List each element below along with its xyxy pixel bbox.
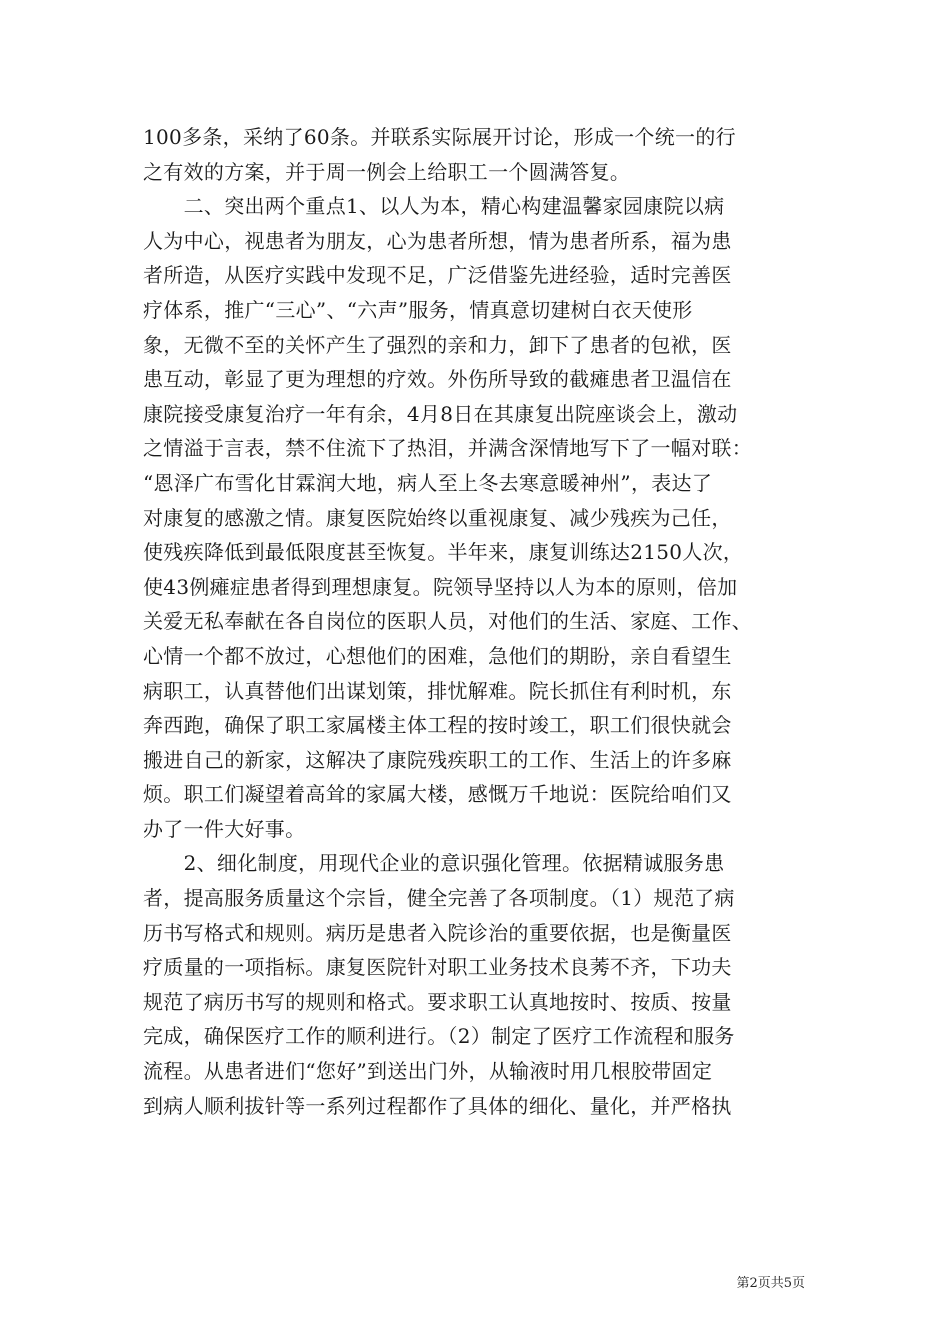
text-line: 规范了病历书写的规则和格式。要求职工认真地按时、按质、按量	[143, 989, 732, 1014]
text-line: 二、突出两个重点1、以人为本，精心构建温馨家园康院以病	[143, 194, 725, 219]
text-line: 心情一个都不放过，心想他们的困难，急他们的期盼，亲自看望生	[143, 643, 732, 668]
text-line: 者，提高服务质量这个宗旨，健全完善了各项制度。（1）规范了病	[143, 886, 735, 911]
text-line: 关爱无私奉献在各自岗位的医职人员，对他们的生活、家庭、工作、	[143, 609, 752, 634]
text-line: 完成，确保医疗工作的顺利进行。（2）制定了医疗工作流程和服务	[143, 1024, 735, 1049]
text-line: 到病人顺利拔针等一系列过程都作了具体的细化、量化，并严格执	[143, 1093, 732, 1118]
text-line: 疗体系，推广“三心”、“六声”服务，情真意切建树白衣天使形	[143, 297, 693, 322]
text-line: 之有效的方案，并于周一例会上给职工一个圆满答复。	[143, 159, 631, 184]
text-line: 100多条，采纳了60条。并联系实际展开讨论，形成一个统一的行	[143, 125, 736, 149]
text-line: 者所造，从医疗实践中发现不足，广泛借鉴先进经验，适时完善医	[143, 263, 732, 288]
text-line: 流程。从患者进们“您好”到送出门外，从输液时用几根胶带固定	[143, 1059, 713, 1084]
text-line: 使残疾降低到最低限度甚至恢复。半年来，康复训练达2150人次，	[143, 540, 744, 565]
text-line: 人为中心，视患者为朋友，心为患者所想，情为患者所系，福为患	[143, 228, 732, 253]
text-line: 办了一件大好事。	[143, 816, 306, 841]
text-line: 历书写格式和规则。病历是患者入院诊治的重要依据，也是衡量医	[143, 920, 732, 945]
text-line: 烦。职工们凝望着高耸的家属大楼，感慨万千地说：医院给咱们又	[143, 782, 732, 807]
text-line: 病职工，认真替他们出谋划策，排忧解难。院长抓住有利时机，东	[143, 678, 732, 703]
text-line: 奔西跑，确保了职工家属楼主体工程的按时竣工，职工们很快就会	[143, 713, 732, 738]
body-text	[143, 120, 813, 1123]
text-line: 搬进自己的新家，这解决了康院残疾职工的工作、生活上的许多麻	[143, 747, 732, 772]
text-line: 象，无微不至的关怀产生了强烈的亲和力，卸下了患者的包袱，医	[143, 332, 732, 357]
text-line: 使43例瘫症患者得到理想康复。院领导坚持以人为本的原则，倍加	[143, 574, 738, 599]
text-line: 疗质量的一项指标。康复医院针对职工业务技术良莠不齐，下功夫	[143, 955, 732, 980]
text-line: 对康复的感激之情。康复医院始终以重视康复、减少残疾为己任，	[143, 505, 732, 530]
page-number-footer: 第2页共5页	[736, 1276, 805, 1291]
text-line: 患互动，彰显了更为理想的疗效。外伤所导致的截瘫患者卫温信在	[143, 367, 732, 392]
text-line: “恩泽广布雪化甘霖润大地，病人至上冬去寒意暖神州”，表达了	[143, 470, 713, 495]
text-line: 之情溢于言表，禁不住流下了热泪，并满含深情地写下了一幅对联：	[143, 436, 752, 461]
text-line: 康院接受康复治疗一年有余，4月8日在其康复出院座谈会上，激动	[143, 401, 738, 426]
text-line: 2、细化制度，用现代企业的意识强化管理。依据精诚服务患	[143, 851, 725, 876]
